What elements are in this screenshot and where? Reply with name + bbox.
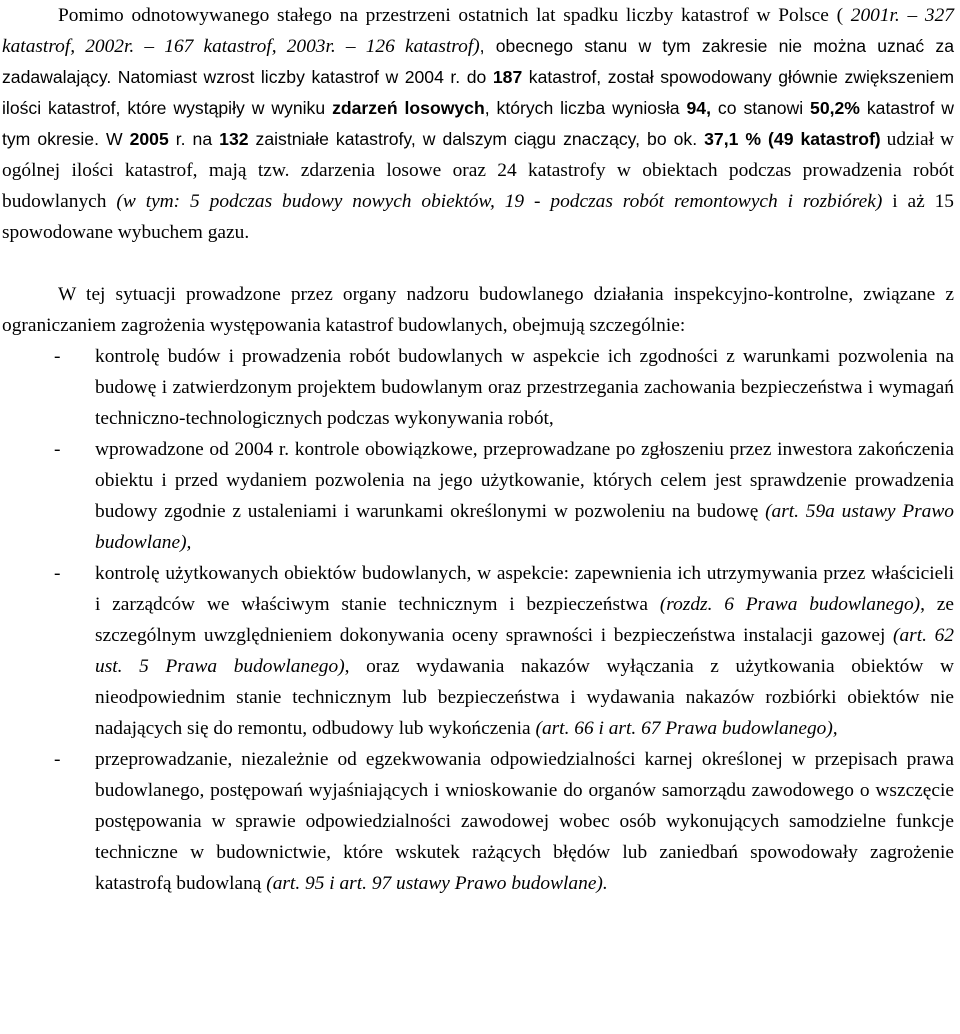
list-bullet: - <box>54 346 61 367</box>
list-item <box>2 434 954 558</box>
text-run: co stanowi <box>710 98 811 118</box>
text-run: Pomimo odnotowywanego stałego na przestrzeni ostatnich lat spadku liczby katastrof w Polsce ( <box>58 5 844 26</box>
legal-reference: (rozdz. 6 Prawa budowlanego) <box>659 594 921 615</box>
paragraph-intro-list: W tej sytuacji prowadzone przez organy nadzoru budowlanego działania inspekcyjno-kontrolne, związane z ograniczaniem zagrożenia występowania katastrof budowlanych, obejmują szczególnie: <box>2 284 954 336</box>
years-summary: 2001r. – 327 katastrof, 2002r. – 167 katastrof, 2003r. – 126 katastrof) <box>2 5 954 57</box>
count-2004: 187 <box>492 67 523 87</box>
list-bullet: - <box>54 563 61 584</box>
count-2005: 132 <box>219 129 249 149</box>
list-item <box>2 341 954 434</box>
legal-reference: (art. 95 i art. 97 ustawy Prawo budowlane). <box>266 873 608 894</box>
list-item-text: kontrolę budów i prowadzenia robót budowlanych w aspekcie ich zgodności z warunkami pozwolenia na budowę i zatwierdzonym projektem budowlanym oraz przestrzegania zachowania bezpieczeństwa i wymagań techniczno-technologicznych podczas wykonywania robót, <box>95 346 954 429</box>
random-events-term: zdarzeń losowych <box>332 98 485 118</box>
year-2005: 2005 <box>129 129 169 149</box>
legal-reference: (art. 62 ust. 5 Prawa budowlanego) <box>95 625 954 677</box>
activities-list <box>2 341 954 899</box>
list-bullet: - <box>54 439 61 460</box>
text-run: katastrof w tym okresie. W <box>2 98 954 149</box>
list-item <box>2 744 954 899</box>
list-item-text: przeprowadzanie, niezależnie od egzekwowania odpowiedzialności karnej określonej w przepisach prawa budowlanego, postępowań wyjaśniających i wnioskowanie do organów samorządu zawodowego o wszczęcie postępowania w sprawie odpowiedzialności zawodowej wobec osób wykonujących samodzielne funkcje techniczne w budownictwie, które wskutek rażących błędów lub zaniedbań spowodowały zagrożenie katastrofą budowlaną <box>95 749 954 894</box>
legal-reference: (art. 66 i art. 67 Prawa budowlanego), <box>535 718 838 739</box>
text-run: katastrof, został spowodowany głównie zwiększeniem ilości katastrof, które wystąpiły w wyniku <box>2 67 954 118</box>
legal-reference: (art. 59a ustawy Prawo budowlane), <box>95 501 954 553</box>
random-events-count: 94, <box>686 98 711 118</box>
text-run: , których liczba wyniosła <box>484 98 687 118</box>
list-item-text: kontrolę użytkowanych obiektów budowlanych, w aspekcie: zapewnienia ich utrzymywania przez właścicieli i zarządców we właściwym stanie technicznym i bezpieczeństwa <box>95 563 954 615</box>
list-item-text: , ze szczególnym uwzględnieniem dokonywania oceny sprawności i bezpieczeństwa instalacji gazowej <box>95 594 954 646</box>
text-run: zaistniałe katastrofy, w dalszym ciągu znaczący, bo ok. <box>248 129 705 149</box>
text-run: udział w ogólnej ilości katastrof, mają tzw. zdarzenia losowe oraz 24 katastrofy w obiektach podczas prowadzenia robót budowlanych <box>2 129 955 212</box>
text-run: , obecnego stanu w tym zakresie nie można uznać za zadawalający. Natomiast wzrost liczby katastrof w 2004 r. do <box>2 36 954 87</box>
text-run: r. na <box>168 129 220 149</box>
list-item-text: , oraz wydawania nakazów wyłączania z użytkowania obiektów w nieodpowiednim stanie technicznym lub bezpieczeństwa i wydawania nakazów rozbiórki obiektów nie nadających się do remontu, odbudowy lub wykończenia <box>95 656 954 739</box>
list-item <box>2 558 954 744</box>
paragraph-statistics <box>2 0 954 248</box>
construction-breakdown: (w tym: 5 podczas budowy nowych obiektów, 19 - podczas robót remontowych i rozbiórek) <box>116 191 883 212</box>
random-events-percent: 50,2% <box>810 98 860 118</box>
list-item-text: wprowadzone od 2004 r. kontrole obowiązkowe, przeprowadzane po zgłoszeniu przez inwestora zakończenia obiektu i przed wydaniem pozwolenia na jego użytkowanie, których celem jest sprawdzenie prowadzenia budowy zgodnie z ustaleniami i warunkami określonymi w pozwoleniu na budowę <box>95 439 954 522</box>
text-run: i aż 15 spowodowane wybuchem gazu. <box>2 191 954 243</box>
share-2005: 37,1 % (49 katastrof) <box>704 129 881 149</box>
list-bullet: - <box>54 749 61 770</box>
